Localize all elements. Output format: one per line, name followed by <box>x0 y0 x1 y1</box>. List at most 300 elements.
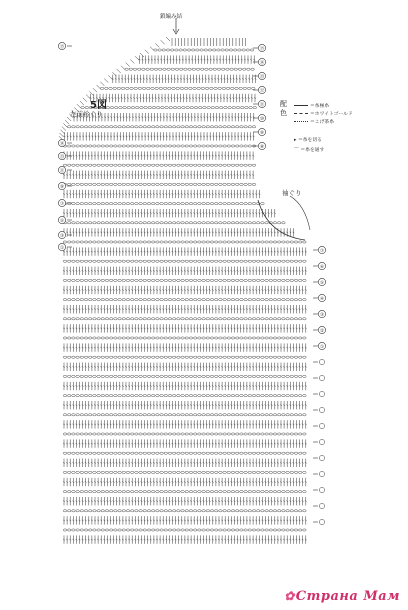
chain-stitch <box>210 356 214 358</box>
chain-stitch <box>303 279 307 281</box>
chain-stitch <box>109 299 113 301</box>
chain-stitch <box>139 203 143 205</box>
chain-stitch <box>156 203 160 205</box>
chain-stitch <box>177 241 181 243</box>
chain-stitch <box>168 318 172 320</box>
chain-stitch <box>168 260 172 262</box>
chain-stitch <box>224 107 228 109</box>
chain-stitch <box>186 107 190 109</box>
chain-stitch <box>189 183 193 185</box>
chain-stitch <box>126 203 130 205</box>
chain-stitch <box>189 318 193 320</box>
chain-stitch <box>210 279 214 281</box>
chain-stitch <box>252 260 256 262</box>
chain-stitch <box>97 356 101 358</box>
chain-stitch <box>294 395 298 397</box>
chain-stitch <box>143 471 147 473</box>
chain-stitch <box>193 510 197 512</box>
chain-stitch <box>168 279 172 281</box>
chain-stitch <box>84 222 88 224</box>
chain-stitch <box>235 529 239 531</box>
chain-stitch <box>151 203 155 205</box>
chain-stitch <box>172 471 176 473</box>
chain-stitch <box>118 203 122 205</box>
chain-stitch <box>277 241 281 243</box>
chain-stitch <box>202 222 206 224</box>
chain-stitch <box>227 299 231 301</box>
chain-stitch <box>210 529 214 531</box>
chain-stitch <box>269 452 273 454</box>
chain-stitch <box>139 356 143 358</box>
chain-stitch <box>248 260 252 262</box>
chain-stitch <box>105 471 109 473</box>
chain-stitch <box>181 164 185 166</box>
chain-stitch <box>282 337 286 339</box>
chain-stitch <box>206 433 210 435</box>
chain-stitch <box>93 375 97 377</box>
chain-stitch <box>130 318 134 320</box>
chain-stitch <box>126 260 130 262</box>
chain-stitch <box>172 414 176 416</box>
chain-stitch <box>135 222 139 224</box>
chain-stitch <box>265 337 269 339</box>
chain-stitch <box>191 49 195 51</box>
chain-stitch <box>172 126 176 128</box>
chain-stitch <box>67 126 71 128</box>
chain-stitch <box>160 241 164 243</box>
chain-stitch <box>117 87 121 89</box>
chain-stitch <box>265 356 269 358</box>
chain-stitch <box>240 145 244 147</box>
chain-stitch <box>72 260 76 262</box>
chain-stitch <box>72 414 76 416</box>
chain-stitch <box>97 471 101 473</box>
chain-stitch <box>160 337 164 339</box>
chain-stitch <box>218 87 222 89</box>
chain-stitch <box>198 203 202 205</box>
chain-stitch <box>179 49 183 51</box>
chain-stitch <box>109 126 113 128</box>
chain-stitch <box>130 337 134 339</box>
chain-stitch <box>139 299 143 301</box>
chain-stitch <box>214 279 218 281</box>
chain-stitch <box>172 87 176 89</box>
chain-stitch <box>164 183 168 185</box>
chain-stitch <box>88 203 92 205</box>
chain-stitch <box>193 241 197 243</box>
chain-stitch <box>93 491 97 493</box>
chain-stitch <box>126 164 130 166</box>
chain-stitch <box>139 126 143 128</box>
chain-stitch <box>126 491 130 493</box>
chain-stitch <box>198 452 202 454</box>
chain-stitch <box>118 452 122 454</box>
chain-stitch <box>130 279 134 281</box>
chain-stitch <box>189 375 193 377</box>
chain-stitch <box>147 260 151 262</box>
chain-stitch <box>93 529 97 531</box>
chain-stitch <box>273 433 277 435</box>
chain-stitch <box>210 491 214 493</box>
chain-stitch <box>202 145 206 147</box>
chain-stitch <box>164 299 168 301</box>
chain-stitch <box>248 318 252 320</box>
chain-stitch <box>269 337 273 339</box>
chain-stitch <box>177 337 181 339</box>
chain-stitch <box>206 471 210 473</box>
chain-stitch <box>210 337 214 339</box>
chain-stitch <box>201 87 205 89</box>
chain-stitch <box>109 318 113 320</box>
chain-stitch <box>88 164 92 166</box>
chain-stitch <box>210 471 214 473</box>
chain-stitch <box>248 452 252 454</box>
chain-stitch <box>101 356 105 358</box>
chain-stitch <box>164 241 168 243</box>
chain-stitch <box>245 107 249 109</box>
chain-stitch <box>286 471 290 473</box>
chain-stitch <box>205 68 209 70</box>
chain-stitch <box>97 491 101 493</box>
chain-stitch <box>202 395 206 397</box>
chain-stitch <box>118 279 122 281</box>
chain-stitch <box>206 241 210 243</box>
chain-stitch <box>298 510 302 512</box>
chain-stitch <box>243 87 247 89</box>
chain-stitch <box>105 299 109 301</box>
chain-stitch <box>151 126 155 128</box>
chain-stitch <box>231 126 235 128</box>
chain-stitch <box>202 299 206 301</box>
chain-stitch <box>156 452 160 454</box>
chain-stitch <box>219 452 223 454</box>
chain-stitch <box>204 49 208 51</box>
chain-stitch <box>122 414 126 416</box>
chain-stitch <box>290 433 294 435</box>
chain-stitch <box>181 433 185 435</box>
chain-stitch <box>210 395 214 397</box>
chain-stitch <box>164 375 168 377</box>
chain-stitch <box>231 279 235 281</box>
chain-stitch <box>63 452 67 454</box>
chain-stitch <box>118 529 122 531</box>
chain-stitch <box>294 337 298 339</box>
chain-stitch <box>105 375 109 377</box>
chain-stitch <box>88 279 92 281</box>
chain-stitch <box>244 241 248 243</box>
chain-stitch <box>189 529 193 531</box>
chain-stitch <box>130 375 134 377</box>
chain-stitch <box>235 260 239 262</box>
chain-stitch <box>109 183 113 185</box>
chain-stitch <box>151 414 155 416</box>
chain-stitch <box>168 395 172 397</box>
chain-stitch <box>235 279 239 281</box>
chain-stitch <box>193 491 197 493</box>
chain-stitch <box>261 433 265 435</box>
chain-stitch <box>63 318 67 320</box>
chain-stitch <box>166 49 170 51</box>
chain-stitch <box>256 318 260 320</box>
chain-stitch <box>206 145 210 147</box>
chain-stitch <box>151 145 155 147</box>
chain-stitch <box>67 145 71 147</box>
chain-stitch <box>252 471 256 473</box>
chain-stitch <box>80 491 84 493</box>
chain-stitch <box>177 299 181 301</box>
chain-stitch <box>114 183 118 185</box>
chain-stitch <box>67 529 71 531</box>
chain-stitch <box>219 375 223 377</box>
chain-stitch <box>231 395 235 397</box>
chain-stitch <box>76 375 80 377</box>
chain-stitch <box>143 164 147 166</box>
chain-stitch <box>185 337 189 339</box>
chain-stitch <box>135 452 139 454</box>
chain-stitch <box>177 471 181 473</box>
chain-stitch <box>294 318 298 320</box>
chain-stitch <box>80 452 84 454</box>
chain-stitch <box>248 241 252 243</box>
chain-stitch <box>202 510 206 512</box>
chain-stitch <box>252 203 256 205</box>
chain-stitch <box>214 337 218 339</box>
chain-stitch <box>163 68 167 70</box>
chain-stitch <box>72 433 76 435</box>
chain-stitch <box>114 260 118 262</box>
chain-stitch <box>160 164 164 166</box>
chain-stitch <box>93 433 97 435</box>
chain-stitch <box>231 164 235 166</box>
chain-stitch <box>129 68 133 70</box>
chain-stitch <box>173 107 177 109</box>
chain-stitch <box>269 491 273 493</box>
chain-stitch <box>286 260 290 262</box>
chain-stitch <box>160 414 164 416</box>
chain-stitch <box>80 318 84 320</box>
chain-stitch <box>248 222 252 224</box>
chain-stitch <box>210 414 214 416</box>
chain-stitch <box>223 491 227 493</box>
chain-stitch <box>139 529 143 531</box>
chain-stitch <box>72 164 76 166</box>
chain-stitch <box>240 126 244 128</box>
chain-stitch <box>72 356 76 358</box>
chain-stitch <box>118 222 122 224</box>
chain-stitch <box>143 491 147 493</box>
chain-stitch <box>240 510 244 512</box>
chain-stitch <box>298 414 302 416</box>
chain-stitch <box>177 260 181 262</box>
chain-stitch <box>130 299 134 301</box>
chain-stitch <box>147 203 151 205</box>
chain-stitch <box>151 318 155 320</box>
chain-stitch <box>160 126 164 128</box>
chain-stitch <box>172 337 176 339</box>
chain-stitch <box>227 395 231 397</box>
chain-stitch <box>261 299 265 301</box>
chain-stitch <box>143 279 147 281</box>
chain-stitch <box>67 471 71 473</box>
chain-stitch <box>236 107 240 109</box>
chain-stitch <box>286 375 290 377</box>
chain-stitch <box>235 145 239 147</box>
chain-stitch <box>231 318 235 320</box>
chain-stitch <box>72 241 76 243</box>
chain-stitch <box>244 337 248 339</box>
chain-stitch <box>282 279 286 281</box>
chain-stitch <box>126 414 130 416</box>
chain-stitch <box>189 164 193 166</box>
chain-stitch <box>221 68 225 70</box>
chain-stitch <box>130 395 134 397</box>
chain-stitch <box>72 491 76 493</box>
chain-stitch <box>265 241 269 243</box>
chain-stitch <box>160 471 164 473</box>
chain-stitch <box>114 164 118 166</box>
chain-stitch <box>135 299 139 301</box>
chain-stitch <box>147 414 151 416</box>
chain-stitch <box>168 183 172 185</box>
chain-stitch <box>193 260 197 262</box>
chain-stitch <box>164 414 168 416</box>
chain-stitch <box>88 145 92 147</box>
chain-stitch <box>147 222 151 224</box>
chain-stitch <box>261 375 265 377</box>
chain-stitch <box>84 299 88 301</box>
chain-stitch <box>67 433 71 435</box>
chain-stitch <box>303 433 307 435</box>
chain-stitch <box>303 471 307 473</box>
chain-stitch <box>265 452 269 454</box>
chain-stitch <box>227 145 231 147</box>
chain-stitch <box>231 356 235 358</box>
chain-stitch <box>286 414 290 416</box>
chain-stitch <box>177 318 181 320</box>
chain-stitch <box>133 68 137 70</box>
chain-stitch <box>177 145 181 147</box>
chain-stitch <box>80 183 84 185</box>
chain-stitch <box>84 279 88 281</box>
chain-stitch <box>114 241 118 243</box>
chain-stitch <box>135 356 139 358</box>
chain-stitch <box>97 145 101 147</box>
chain-stitch <box>248 414 252 416</box>
chain-stitch <box>227 203 231 205</box>
chain-stitch <box>223 260 227 262</box>
chain-stitch <box>210 164 214 166</box>
chain-stitch <box>298 299 302 301</box>
chain-stitch <box>156 318 160 320</box>
chain-stitch <box>206 414 210 416</box>
chain-stitch <box>189 471 193 473</box>
chain-stitch <box>156 145 160 147</box>
chain-stitch <box>273 279 277 281</box>
chain-stitch <box>139 433 143 435</box>
chain-stitch <box>265 491 269 493</box>
chain-stitch <box>202 183 206 185</box>
chain-stitch <box>185 222 189 224</box>
chain-stitch <box>261 414 265 416</box>
chain-stitch <box>156 510 160 512</box>
chain-stitch <box>198 183 202 185</box>
chain-stitch <box>165 107 169 109</box>
chain-stitch <box>261 395 265 397</box>
chain-stitch <box>219 471 223 473</box>
chain-stitch <box>97 395 101 397</box>
chain-stitch <box>72 126 76 128</box>
chain-stitch <box>248 145 252 147</box>
chain-stitch <box>172 241 176 243</box>
chain-stitch <box>88 183 92 185</box>
chain-stitch <box>298 452 302 454</box>
chain-stitch <box>101 299 105 301</box>
chain-stitch <box>214 222 218 224</box>
chain-stitch <box>202 318 206 320</box>
chain-stitch <box>105 433 109 435</box>
chain-stitch <box>286 510 290 512</box>
chain-stitch <box>244 318 248 320</box>
chain-stitch <box>248 510 252 512</box>
chain-stitch <box>101 395 105 397</box>
chain-stitch <box>164 260 168 262</box>
chain-stitch <box>164 471 168 473</box>
chain-stitch <box>122 471 126 473</box>
chain-stitch <box>227 279 231 281</box>
chain-stitch <box>277 318 281 320</box>
chain-stitch <box>101 260 105 262</box>
chain-stitch <box>93 222 97 224</box>
chain-stitch <box>210 145 214 147</box>
chain-stitch <box>282 529 286 531</box>
chain-stitch <box>160 260 164 262</box>
chain-stitch <box>198 299 202 301</box>
chain-stitch <box>67 164 71 166</box>
chain-stitch <box>223 414 227 416</box>
chain-stitch <box>227 471 231 473</box>
chain-stitch <box>93 203 97 205</box>
chain-stitch <box>139 318 143 320</box>
chain-stitch <box>172 510 176 512</box>
chain-stitch <box>135 471 139 473</box>
chain-stitch <box>127 107 131 109</box>
chain-stitch <box>256 433 260 435</box>
chain-stitch <box>101 491 105 493</box>
chain-stitch <box>282 241 286 243</box>
chain-stitch <box>200 49 204 51</box>
chain-stitch <box>143 260 147 262</box>
chain-stitch <box>80 241 84 243</box>
chain-stitch <box>248 203 252 205</box>
chain-stitch <box>160 529 164 531</box>
chain-stitch <box>240 260 244 262</box>
chain-stitch <box>139 241 143 243</box>
chain-stitch <box>240 164 244 166</box>
chain-stitch <box>172 491 176 493</box>
chain-stitch <box>223 203 227 205</box>
chain-stitch <box>240 337 244 339</box>
chain-stitch <box>177 395 181 397</box>
chain-stitch <box>172 260 176 262</box>
chain-stitch <box>214 87 218 89</box>
chain-stitch <box>231 510 235 512</box>
chain-stitch <box>164 164 168 166</box>
chain-stitch <box>72 529 76 531</box>
chain-stitch <box>219 145 223 147</box>
chain-stitch <box>181 145 185 147</box>
chain-stitch <box>193 164 197 166</box>
chain-stitch <box>121 87 125 89</box>
